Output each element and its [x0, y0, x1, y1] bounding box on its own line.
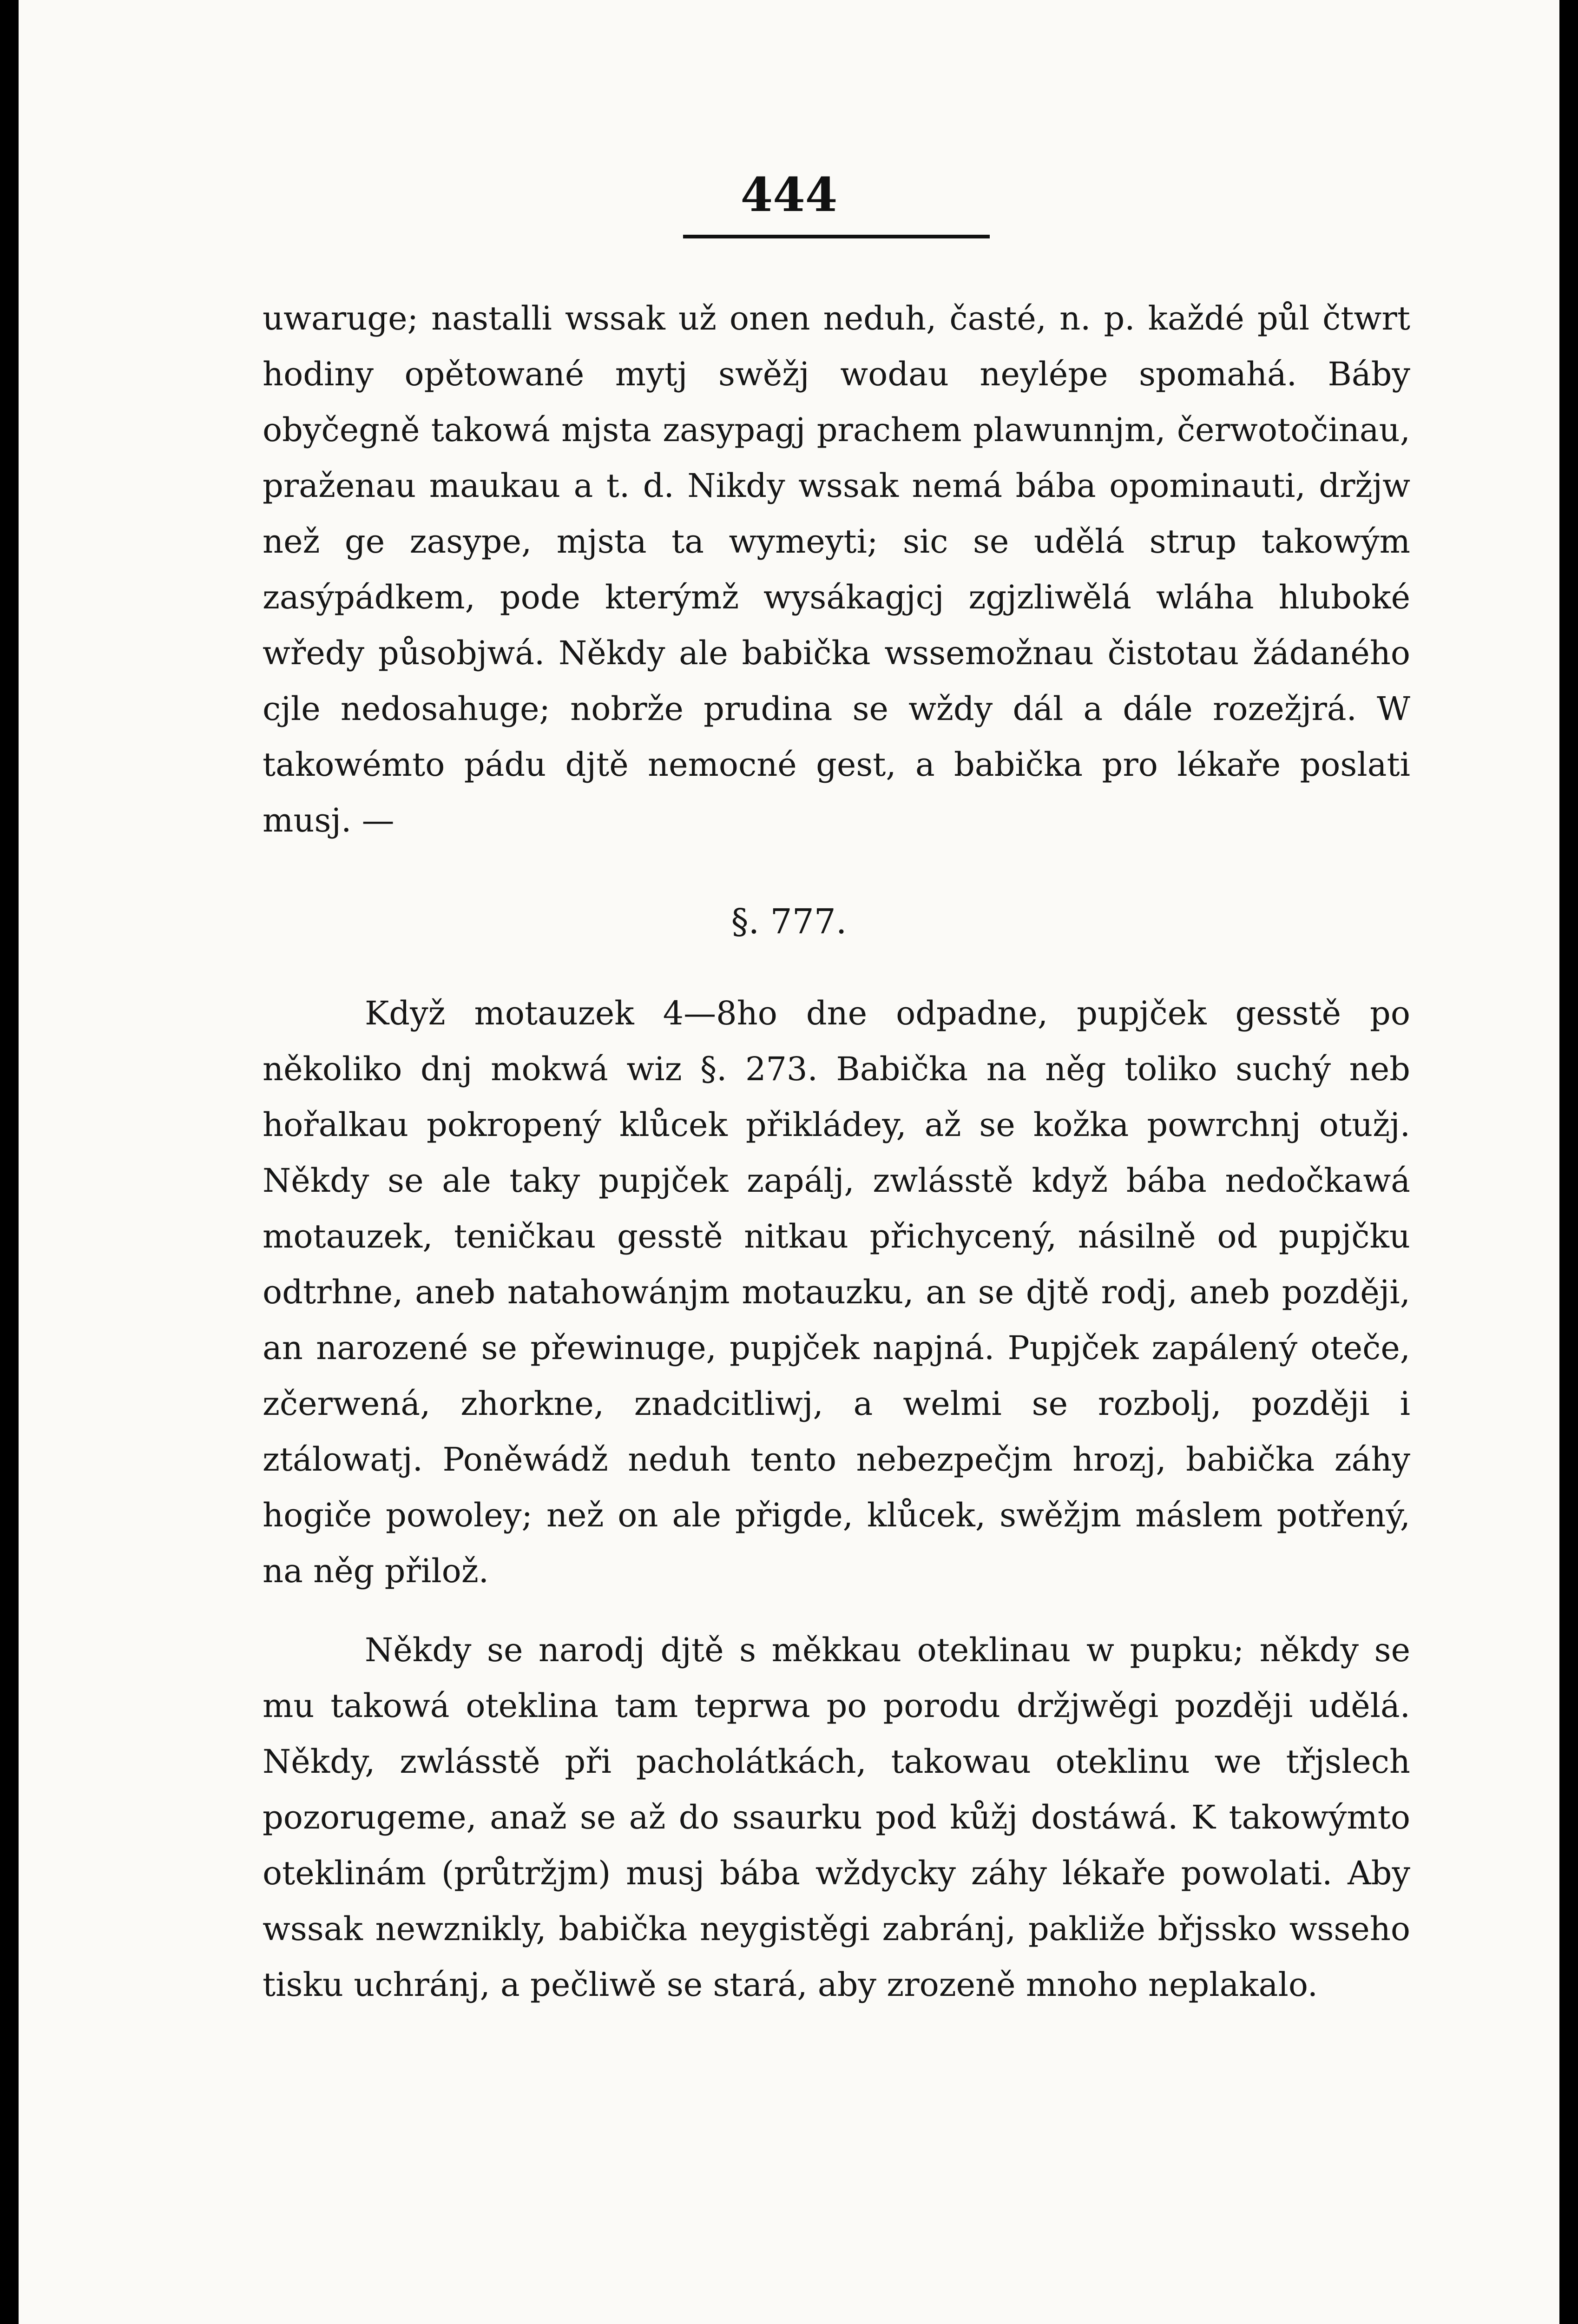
paragraph-2: [263, 985, 1410, 1599]
scan-border-left: [0, 0, 19, 2324]
section-heading: §. 777.: [731, 902, 847, 942]
page-number: 444: [740, 167, 838, 222]
paragraph-3-text: Někdy se narodj djtě s měkkau oteklinau w pupku; někdy se mu takowá oteklina tam teprwa po porodu držjwěgi později udělá. Někdy, zwlásstě při pacholátkách, takowau oteklinu we třjslech pozorugeme, anaž se až do ssaurku pod kůžj dostáwá. K takowýmto oteklinám (průtržjm) musj bába wždycky záhy lékaře powolati. Aby wssak newznikly, babička neygistěgi zabránj, pakliže břjssko wsseho tisku uchránj, a pečliwě se stará, aby zrozeně mnoho neplakalo.: [263, 1631, 1410, 2004]
header-rule: [683, 235, 990, 238]
paragraph-2-text: Když motauzek 4—8ho dne odpadne, pupjček gesstě po několiko dnj mokwá wiz §. 273. Babička na něg toliko suchý neb hořalkau pokropený klůcek přikládey, až se kožka powrchnj otužj. Někdy se ale taky pupjček zapálj, zwlásstě když bába nedočkawá motauzek, teničkau gesstě nitkau přichycený, násilně od pupjčku odtrhne, aneb natahowánjm motauzku, an se djtě rodj, aneb později, an narozené se přewinuge, pupjček napjná. Pupjček zapálený oteče, zčerwená, zhorkne, znadcitliwj, a welmi se rozbolj, později i ztálowatj. Poněwádž neduh tento nebezpečjm hrozj, babička záhy hogiče powoley; než on ale přigde, klůcek, swěžjm máslem potřený, na něg přilož.: [263, 994, 1410, 1590]
paragraph-1: [263, 290, 1410, 848]
paragraph-3: [263, 1622, 1410, 2013]
scan-border-right: [1559, 0, 1578, 2324]
paragraph-1-text: uwaruge; nastalli wssak už onen neduh, časté, n. p. každé půl čtwrt hodiny opětowané mytj swěžj wodau neylépe spomahá. Báby obyčegně takowá mjsta zasypagj prachem plawunnjm, čerwotočinau, praženau maukau a t. d. Nikdy wssak nemá bába opominauti, držjw než ge zasype, mjsta ta wymeyti; sic se udělá strup takowým zasýpádkem, pode kterýmž wysákagjcj zgjzliwělá wláha hluboké wředy působjwá. Někdy ale babička wssemožnau čistotau žádaného cjle nedosahuge; nobrže prudina se wždy dál a dále rozežjrá. W takowémto pádu djtě nemocné gest, a babička pro lékaře poslati musj. —: [263, 299, 1410, 839]
